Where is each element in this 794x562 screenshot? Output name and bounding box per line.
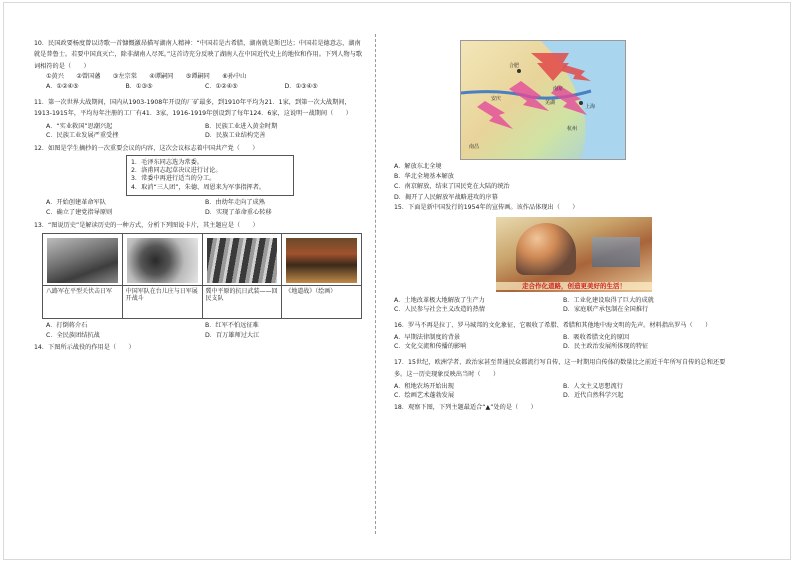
map-label: 南京 (553, 86, 564, 92)
question-10-items: ①黄兴 ②曾国藩 ③左宗棠 ④谭嗣同 ⑤谭嗣同 ⑥孙中山 (46, 73, 247, 81)
photo-caption: 中国军队在台儿庄与日军展开战斗 (123, 285, 202, 318)
option-a[interactable]: A．租地农场开始出现 (394, 382, 454, 390)
photo-cards (42, 233, 362, 319)
city-marker (579, 101, 583, 105)
meeting-notes-box (126, 155, 294, 196)
question-17-text: 17．15世纪，欧洲学者、政治家甚至普通民众都流行写自传，这一时期用自传体的数量比之前近千年所写自传的总和还要多。这一历史现象反映出当时（ ） (394, 359, 726, 378)
right-column (394, 40, 732, 414)
poster-caption: 走合作化道路，创造更美好的生活！ (496, 282, 652, 291)
question-13-options (46, 322, 364, 341)
ambush-photo (47, 238, 118, 283)
question-14 (34, 345, 364, 351)
city-marker (517, 69, 521, 73)
option-c[interactable]: C．①②④⑤ (205, 83, 238, 91)
notes-line: 4．取消“三人团”，朱德、周恩来为军事指挥者。 (131, 183, 266, 191)
question-15-options (394, 296, 732, 315)
option-d[interactable]: D．①③④⑤ (284, 83, 318, 91)
question-14-options (394, 164, 732, 201)
propaganda-poster (496, 217, 652, 292)
option-d[interactable]: D．揭开了人民解放军战略进攻的序幕 (394, 193, 498, 201)
option-b[interactable]: B．红军不怕远征难 (205, 322, 259, 330)
attack-arrow (531, 53, 569, 81)
question-10-options (46, 83, 364, 92)
question-16-options (394, 333, 732, 352)
option-d[interactable]: D．实现了革命重心转移 (205, 208, 272, 216)
photo-card (43, 234, 123, 318)
map-label: 杭州 (567, 126, 578, 132)
painting-image (286, 238, 357, 283)
option-d[interactable]: D．民族工业结构完善 (205, 131, 266, 139)
option-a[interactable]: A．“实业救国”思潮兴起 (46, 122, 113, 130)
option-b[interactable]: B．华北全境基本解放 (394, 173, 454, 181)
question-10 (34, 38, 364, 92)
question-15 (394, 205, 732, 315)
question-13-text: 13．“图说历史”是解读历史的一种方式，分析下列图说卡片，其主题应是（ ） (34, 221, 259, 229)
map-label: 安庆 (491, 96, 502, 102)
question-12 (34, 146, 364, 218)
question-17-options (394, 382, 732, 401)
notes-line: 1．毛泽东同志选为常委。 (131, 158, 203, 166)
option-c[interactable]: C．人民参与社会主义改造的热情 (394, 306, 485, 313)
option-c[interactable]: C．全民族团结抗战 (46, 331, 100, 339)
option-a[interactable]: A．①②④⑤ (46, 83, 79, 91)
question-10-text: 10．民国政要杨度曾以诗歌一首慷慨激昂描写湖南人精神：“中国若是古希腊，湖南就是斯巴达；中国若是德意志，湖南就是普鲁士。若要中国真灭亡，除非湖南人尽死。”这首诗充分反映了湖南人在中国近代史上的地位和作用。下列人物与歌词相符的是（ ） (34, 40, 363, 70)
option-c[interactable]: C．南京解放，结束了国民党在大陆的统治 (394, 183, 510, 191)
question-11-options (46, 122, 364, 141)
option-a[interactable]: A．打倒蒋介石 (46, 322, 88, 330)
battle-photo (127, 238, 198, 283)
option-d[interactable]: D．百万雄师过大江 (205, 331, 260, 339)
question-12-options (46, 199, 364, 218)
notes-line: 2．洛甫同志起草决议进行讨论。 (131, 167, 222, 175)
map-label: 芜湖 (545, 100, 556, 106)
option-b[interactable]: B．由幼年走向了成熟 (205, 199, 265, 207)
option-a[interactable]: A．早期法律制度的背景 (394, 333, 461, 341)
column-divider (375, 34, 376, 534)
troops-photo (207, 238, 278, 283)
photo-card (282, 234, 361, 318)
campaign-map (460, 40, 626, 160)
question-11-text: 11．第一次世界大战期间，国内从1903-1908年开设的厂矿最多，到1910年平均为21．1家，到第一次大战期间，1913-1915年，平均每年注册的工厂有41．3家，1916-1919年创设到了每年124．6家，这说明一战期间（ ） (34, 99, 352, 118)
poster-figures (516, 223, 576, 275)
question-11 (34, 97, 364, 141)
option-a[interactable]: A．开始创建革命军队 (46, 199, 106, 207)
photo-card (123, 234, 203, 318)
option-b[interactable]: B．人文主义思想流行 (563, 382, 623, 390)
question-15-text: 15．下面是新中国发行的1954年的宣传画。该作品体现出（ ） (394, 203, 579, 211)
photo-card (203, 234, 283, 318)
option-b[interactable]: B．工业化建设取得了巨大的成就 (563, 296, 654, 304)
photo-caption: 冀中平原的抗日武装——回民支队 (203, 285, 282, 318)
poster-tractor (592, 237, 640, 267)
map-graphic (461, 41, 625, 159)
photo-caption: 八路军在平型关伏击日军 (43, 285, 122, 318)
left-column (34, 38, 364, 354)
map-label: 南昌 (469, 144, 480, 150)
photo-caption: 《地道战》（绘画） (282, 285, 361, 318)
question-14-text: 14．下图所示战役的作用是（ ） (34, 343, 135, 351)
option-c[interactable]: C．民族工业发展严重受挫 (46, 131, 119, 139)
map-label: 上海 (585, 104, 596, 110)
map-label: 合肥 (509, 63, 520, 69)
option-b[interactable]: B．吸收希腊文化的原因 (563, 333, 630, 341)
option-c[interactable]: C．确立了建党指导原则 (46, 208, 113, 216)
question-13 (34, 223, 364, 341)
option-a[interactable]: A．解放东北全境 (394, 163, 442, 170)
option-d[interactable]: D．近代自然科学兴起 (563, 391, 624, 399)
question-18-text: 18．观察下图，下列主题最适合“▲”处的是（ ） (394, 403, 537, 411)
question-18 (394, 405, 732, 411)
option-a[interactable]: A．土地改革极大地解放了生产力 (394, 296, 485, 304)
question-16-text: 16．罗马不再是拉丁、罗马城邦的文化象征，它吸收了希腊、希腊和其他地中海文明的先声。材料指出罗马（ ） (394, 321, 712, 329)
attack-arrow (477, 101, 513, 129)
option-d[interactable]: D．家庭联产承包制在全国推行 (563, 306, 649, 313)
attack-arrow (509, 81, 549, 111)
notes-line: 3．常委中再进行适当的分工。 (131, 175, 216, 183)
option-c[interactable]: C．绘画艺术蓬勃发展 (394, 391, 455, 399)
question-17 (394, 357, 732, 401)
option-b[interactable]: B．①③⑤ (125, 83, 153, 91)
question-16 (394, 320, 732, 352)
option-b[interactable]: B．民族工业进入黄金时期 (205, 122, 278, 130)
option-d[interactable]: D．民主政治发展所体现的特征 (563, 343, 649, 351)
question-12-text: 12．如图是学生摘抄的一次重要会议的内容，这次会议标志着中国共产党（ ） (34, 144, 259, 152)
option-c[interactable]: C．文化交流和传播的影响 (394, 343, 467, 351)
